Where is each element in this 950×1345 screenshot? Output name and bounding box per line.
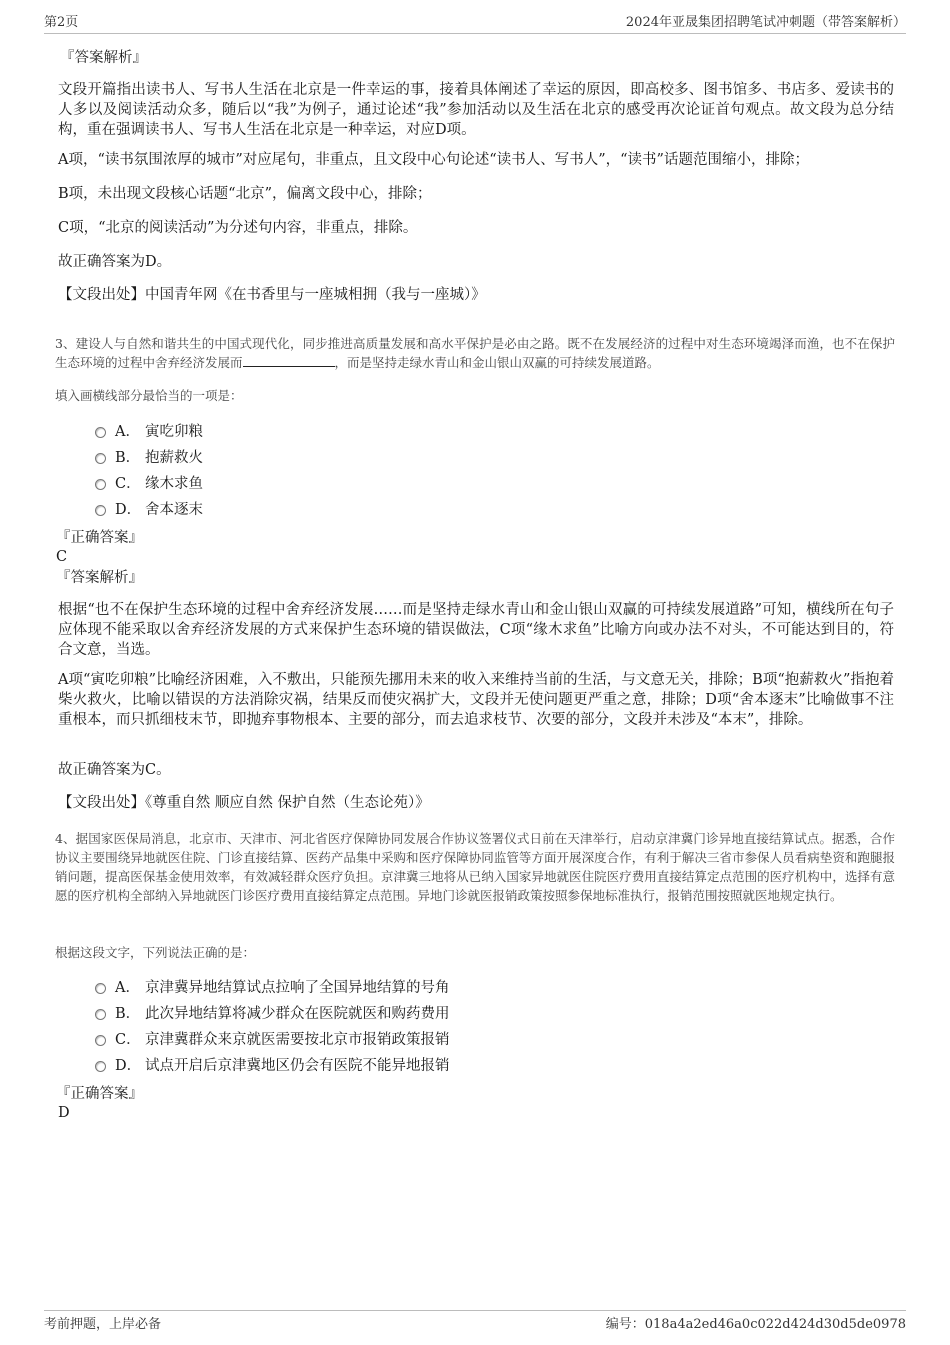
q2-conclusion: 故正确答案为D。 bbox=[58, 254, 172, 270]
q3-prompt: 填入画横线部分最恰当的一项是： bbox=[55, 388, 243, 403]
document-title: 2024年亚晟集团招聘笔试冲刺题（带答案解析） bbox=[625, 15, 906, 30]
q3-option-a[interactable] bbox=[95, 422, 203, 442]
q3-analysis-label: 『答案解析』 bbox=[56, 570, 143, 586]
option-key: A． bbox=[115, 980, 140, 996]
q3-stem bbox=[55, 334, 895, 372]
q4-answer-label: 『正确答案』 bbox=[56, 1086, 143, 1102]
q3-analysis-para: 根据“也不在保护生态环境的过程中舍弃经济发展……而是坚持走绿水青山和金山银山双赢的可持续发展道路”可知，横线所在句子应体现不能采取以舍弃经济发展的方式来保护生态环境的错误做法，C项“缘木求鱼”比喻方向或办法不对头，不可能达到目的，符合文意，当选。 bbox=[58, 602, 894, 658]
q4-option-d[interactable] bbox=[95, 1056, 450, 1076]
option-key: B． bbox=[115, 1006, 141, 1022]
q3-stem-before: 3、建设人与自然和谐共生的中国式现代化，同步推进高质量发展和高水平保护是必由之路。既不在发展经济的过程中对生态环境竭泽而渔，也不在保护生态环境的过程中舍弃经济发展而 bbox=[55, 336, 895, 370]
q2-analysis-para: A项，“读书氛围浓厚的城市”对应尾句，非重点，且文段中心句论述“读书人、写书人”，“读书”话题范围缩小，排除； bbox=[58, 152, 809, 168]
q4-option-c[interactable] bbox=[95, 1030, 450, 1050]
radio-button[interactable] bbox=[95, 427, 106, 438]
radio-button[interactable] bbox=[95, 505, 106, 516]
q3-source: 【文段出处】《尊重自然 顺应自然 保护自然（生态论苑）》 bbox=[58, 795, 430, 811]
q3-analysis-para: A项“寅吃卯粮”比喻经济困难，入不敷出，只能预先挪用未来的收入来维持当前的生活，与文意无关，排除；B项“抱薪救火”指抱着柴火救火，比喻以错误的方法消除灾祸，结果反而使灾祸扩大，文段并无使问题更严重之意，排除；D项“舍本逐末”比喻做事不注重根本，而只抓细枝末节，即抛弃事物根本、主要的部分，而去追求枝节、次要的部分，文段并未涉及“本末”，排除。 bbox=[58, 672, 894, 728]
page-footer bbox=[44, 1310, 906, 1334]
option-key: D． bbox=[115, 1058, 142, 1074]
option-text: 抱薪救火 bbox=[145, 450, 203, 466]
q2-source: 【文段出处】中国青年网《在书香里与一座城相拥（我与一座城）》 bbox=[58, 287, 486, 303]
option-text: 京津冀异地结算试点拉响了全国异地结算的号角 bbox=[145, 980, 450, 996]
option-text: 缘木求鱼 bbox=[145, 476, 203, 492]
radio-button[interactable] bbox=[95, 479, 106, 490]
q2-analysis-label: 『答案解析』 bbox=[60, 50, 147, 66]
q2-analysis-para: C项，“北京的阅读活动”为分述句内容，非重点，排除。 bbox=[58, 220, 418, 236]
q4-answer: D bbox=[58, 1105, 70, 1121]
page-number: 第2页 bbox=[44, 15, 79, 30]
option-text: 试点开启后京津冀地区仍会有医院不能异地报销 bbox=[145, 1058, 450, 1074]
option-text: 寅吃卯粮 bbox=[145, 424, 203, 440]
q3-option-d[interactable] bbox=[95, 500, 203, 520]
footer-slogan: 考前押题，上岸必备 bbox=[44, 1317, 162, 1332]
radio-button[interactable] bbox=[95, 983, 106, 994]
q4-prompt: 根据这段文字，下列说法正确的是： bbox=[55, 945, 256, 960]
q3-answer: C bbox=[56, 549, 68, 565]
q3-blank bbox=[243, 354, 335, 367]
option-text: 舍本逐末 bbox=[145, 502, 203, 518]
q3-answer-label: 『正确答案』 bbox=[56, 530, 143, 546]
radio-button[interactable] bbox=[95, 453, 106, 464]
radio-button[interactable] bbox=[95, 1061, 106, 1072]
page-header bbox=[44, 10, 906, 34]
radio-button[interactable] bbox=[95, 1035, 106, 1046]
q4-option-a[interactable] bbox=[95, 978, 450, 998]
option-key: C． bbox=[115, 1032, 141, 1048]
option-key: B． bbox=[115, 450, 141, 466]
q3-conclusion: 故正确答案为C。 bbox=[58, 762, 171, 778]
q3-option-c[interactable] bbox=[95, 474, 203, 494]
option-key: D． bbox=[115, 502, 142, 518]
option-key: C． bbox=[115, 476, 141, 492]
q2-analysis-para: B项，未出现文段核心话题“北京”，偏离文段中心，排除； bbox=[58, 186, 432, 202]
radio-button[interactable] bbox=[95, 1009, 106, 1020]
q4-stem: 4、据国家医保局消息，北京市、天津市、河北省医疗保障协同发展合作协议签署仪式日前在天津举行，启动京津冀门诊异地直接结算试点。据悉，合作协议主要围绕异地就医住院、门诊直接结算、医药产品集中采购和医疗保障协同监管等方面开展深度合作，有利于解决三省市参保人员看病垫资和跑腿报销问题，提高医保基金使用效率，有效减轻群众医疗负担。京津冀三地将从已纳入国家异地就医住院医疗费用直接结算定点范围的医疗机构中，选择有意愿的医疗机构全部纳入异地就医门诊医疗费用直接结算定点范围。异地门诊就医报销政策按照参保地标准执行，报销范围按照就医地规定执行。 bbox=[55, 831, 895, 903]
q2-analysis-para: 文段开篇指出读书人、写书人生活在北京是一件幸运的事，接着具体阐述了幸运的原因，即高校多、图书馆多、书店多、爱读书的人多以及阅读活动众多，随后以“我”为例子，通过论述“我”参加活动以及生活在北京的感受再次论证首句观点。故文段为总分结构，重在强调读书人、写书人生活在北京是一种幸运，对应D项。 bbox=[58, 82, 894, 138]
option-text: 京津冀群众来京就医需要按北京市报销政策报销 bbox=[145, 1032, 450, 1048]
option-key: A． bbox=[115, 424, 140, 440]
option-text: 此次异地结算将减少群众在医院就医和购药费用 bbox=[145, 1006, 450, 1022]
document-id: 编号：018a4a2ed46a0c022d424d30d5de0978 bbox=[605, 1317, 906, 1332]
q4-option-b[interactable] bbox=[95, 1004, 450, 1024]
q3-stem-after: ，而是坚持走绿水青山和金山银山双赢的可持续发展道路。 bbox=[334, 355, 660, 370]
q3-option-b[interactable] bbox=[95, 448, 203, 468]
